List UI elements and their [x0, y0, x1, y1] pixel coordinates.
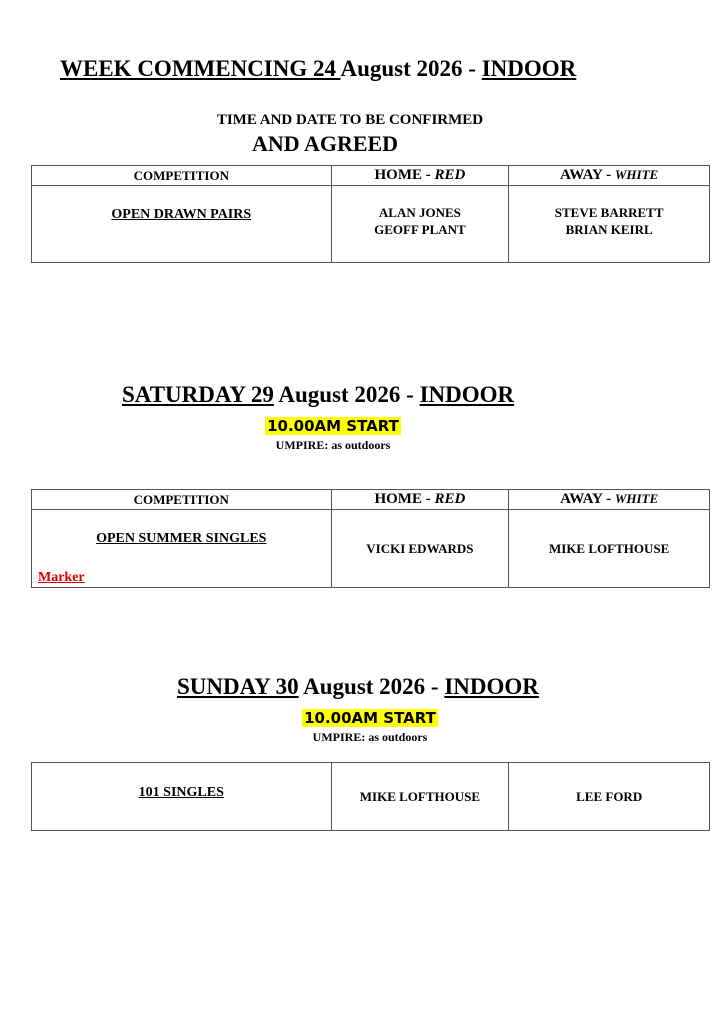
table-header-row [32, 166, 710, 186]
marker-label: Marker [38, 570, 85, 585]
table-header-row [32, 490, 710, 510]
title-prefix: SATURDAY 29 [122, 382, 274, 407]
header-competition: COMPETITION [32, 166, 332, 186]
section-3-title [177, 674, 539, 700]
title-suffix: INDOOR [481, 56, 577, 81]
home-player: ALAN JONES [378, 205, 461, 220]
section-1-note-line1: TIME AND DATE TO BE CONFIRMED [216, 112, 484, 128]
section-2-title [122, 382, 514, 408]
section-3-table [31, 762, 710, 831]
section-1-note-line2: AND AGREED [252, 131, 399, 156]
section-2-start: 10.00AM START [267, 417, 399, 435]
away-player: LEE FORD [509, 763, 710, 831]
title-date: August 2026 - [340, 56, 482, 81]
section-1-title [60, 56, 576, 82]
away-player: STEVE BARRETT [554, 205, 664, 220]
section-2-umpire: UMPIRE: as outdoors [275, 438, 391, 452]
title-date: August 2026 - [298, 674, 445, 699]
header-away: AWAY - WHITE [509, 490, 710, 510]
competition-name: OPEN DRAWN PAIRS [111, 207, 252, 222]
title-suffix: INDOOR [419, 382, 515, 407]
competition-name: OPEN SUMMER SINGLES [96, 531, 267, 546]
section-2-table [31, 489, 710, 588]
table-row [32, 510, 710, 588]
section-3-umpire: UMPIRE: as outdoors [312, 730, 428, 744]
table-row [32, 186, 710, 263]
home-player: VICKI EDWARDS [331, 510, 509, 588]
section-3-start: 10.00AM START [304, 709, 436, 727]
table-row [32, 763, 710, 831]
title-suffix: INDOOR [444, 674, 539, 699]
header-competition: COMPETITION [32, 490, 332, 510]
away-player: BRIAN KEIRL [565, 222, 653, 237]
title-date: August 2026 - [273, 382, 420, 407]
section-1-table [31, 165, 710, 263]
home-player: MIKE LOFTHOUSE [331, 763, 509, 831]
competition-name: 101 SINGLES [138, 785, 224, 800]
header-home: HOME - RED [331, 490, 509, 510]
header-home: HOME - RED [331, 166, 509, 186]
home-player: GEOFF PLANT [374, 222, 466, 237]
title-prefix: WEEK COMMENCING 24 [60, 56, 341, 81]
title-prefix: SUNDAY 30 [177, 674, 299, 699]
away-player: MIKE LOFTHOUSE [509, 510, 710, 588]
header-away: AWAY - WHITE [509, 166, 710, 186]
